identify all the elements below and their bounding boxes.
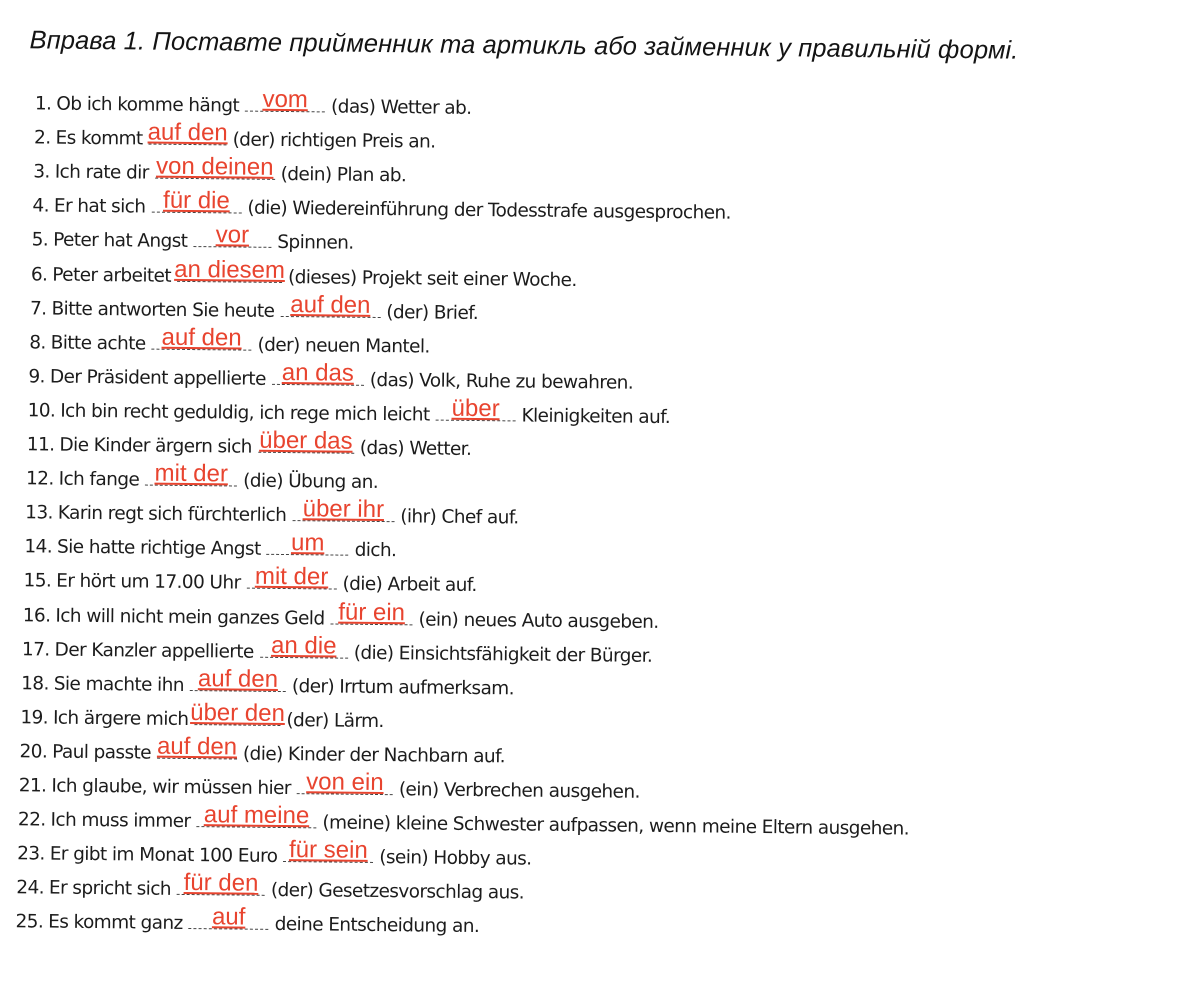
handwritten-answer: an diesem: [174, 255, 286, 284]
item-number: 1.: [34, 93, 52, 115]
item-number: 19.: [20, 707, 49, 729]
sentence-after: (sein) Hobby aus.: [379, 847, 532, 870]
sentence-before: Ich will nicht mein ganzes Geld: [55, 605, 325, 629]
sentence-after: (das) Wetter ab.: [331, 96, 472, 119]
sentence-after: (der) Lärm.: [286, 709, 384, 732]
handwritten-answer: auf den: [290, 290, 371, 319]
item-number: 13.: [25, 502, 53, 524]
sentence-after: (die) Wiedereinführung der Todesstrafe ausgesprochen.: [247, 197, 731, 224]
sentence-after: (das) Volk, Ruhe zu bewahren.: [369, 369, 634, 394]
handwritten-answer: für sein: [288, 836, 368, 865]
item-number: 10.: [27, 400, 56, 422]
handwritten-answer: über das: [259, 426, 353, 455]
item-number: 2.: [33, 127, 51, 149]
handwritten-answer: auf den: [156, 732, 238, 761]
sentence-before: Karin regt sich fürchterlich: [57, 502, 287, 527]
answer-blank: [152, 323, 252, 352]
handwritten-answer: an die: [271, 631, 337, 660]
handwritten-answer: vor: [215, 221, 250, 250]
handwritten-answer: für ein: [338, 598, 406, 626]
item-number: 20.: [19, 741, 48, 763]
sentence-before: Er hört um 17.00 Uhr: [56, 571, 241, 594]
answer-blank: [156, 732, 238, 761]
item-number: 17.: [21, 638, 50, 661]
sentence-after: (ein) neues Auto ausgeben.: [418, 608, 659, 633]
handwritten-answer: auf den: [147, 118, 228, 147]
answer-blank: [297, 768, 393, 797]
sentence-before: Bitte antworten Sie heute: [51, 298, 275, 322]
item-number: 23.: [17, 843, 45, 865]
exercise-item: [26, 426, 472, 468]
item-number: 9.: [28, 366, 46, 388]
item-number: 25.: [15, 911, 44, 933]
sentence-before: Er spricht sich: [48, 877, 172, 901]
answer-blank: [177, 869, 265, 898]
item-number: 22.: [17, 809, 46, 831]
sentence-after: (ihr) Chef auf.: [400, 506, 519, 529]
exercise-item: [23, 563, 477, 605]
sentence-before: Bitte achte: [50, 332, 146, 355]
answer-blank: [258, 426, 354, 455]
sentence-after: Kleinigkeiten auf.: [521, 405, 671, 428]
sentence-before: Ich rate dir: [54, 161, 149, 184]
handwritten-answer: über den: [190, 698, 286, 727]
sentence-before: Es kommt ganz: [48, 911, 183, 935]
handwritten-answer: für die: [162, 187, 230, 215]
answer-blank: [147, 118, 228, 147]
exercise-item: [15, 903, 480, 946]
sentence-after: (meine) kleine Schwester aufpassen, wenn meine Eltern ausgehen.: [322, 812, 910, 840]
handwritten-answer: mit der: [154, 459, 229, 488]
answer-blank: [260, 631, 348, 660]
answer-blank: [196, 801, 316, 830]
handwritten-answer: um: [290, 529, 325, 557]
answer-blank: [330, 598, 412, 626]
sentence-after: (der) Irrtum aufmerksam.: [291, 675, 515, 700]
sentence-before: Er hat sich: [53, 195, 146, 218]
answer-blank: [280, 290, 380, 319]
handwritten-answer: an das: [281, 358, 355, 387]
handwritten-answer: auf den: [161, 323, 242, 352]
answer-blank: [145, 459, 237, 488]
item-number: 24.: [16, 877, 45, 899]
handwritten-answer: auf: [211, 903, 246, 932]
answer-blank: [283, 836, 373, 865]
handwritten-answer: vom: [262, 85, 309, 114]
item-number: 4.: [32, 195, 50, 217]
sentence-after: (das) Wetter.: [359, 437, 472, 460]
sentence-after: dich.: [354, 540, 397, 562]
sentence-before: Sie hatte richtige Angst: [56, 536, 261, 561]
sentence-after: Spinnen.: [277, 232, 354, 255]
answer-blank: [292, 495, 394, 524]
answer-blank: [245, 85, 325, 114]
handwritten-answer: auf den: [197, 664, 279, 693]
sentence-after: (dein) Plan ab.: [280, 164, 407, 187]
answer-blank: [267, 529, 349, 557]
exercise-item: [19, 732, 506, 775]
sentence-after: (die) Übung an.: [243, 470, 379, 494]
exercise-item: [29, 323, 430, 365]
answer-blank: [246, 563, 336, 591]
answer-blank: [174, 255, 286, 284]
sentence-after: (der) Brief.: [386, 301, 479, 324]
handwritten-answer: über: [451, 394, 500, 423]
sentence-before: Peter arbeitet: [52, 264, 172, 287]
answer-blank: [151, 187, 241, 215]
answer-blank: [190, 664, 286, 693]
sentence-after: (ein) Verbrechen ausgehen.: [398, 779, 640, 803]
item-number: 21.: [18, 775, 47, 797]
sentence-before: Ich bin recht geduldig, ich rege mich leicht: [60, 400, 430, 426]
sentence-before: Ich ärgere mich: [52, 707, 189, 730]
answer-blank: [435, 394, 515, 423]
handwritten-answer: auf meine: [203, 801, 310, 830]
item-number: 8.: [29, 332, 46, 354]
sentence-before: Ich glaube, wir müssen hier: [51, 775, 291, 800]
sentence-before: Es kommt: [55, 127, 143, 150]
item-number: 7.: [29, 297, 47, 320]
answer-blank: [189, 903, 269, 932]
exercise-item: [25, 497, 519, 536]
item-number: 6.: [30, 263, 48, 286]
answer-blank: [155, 152, 275, 182]
sentence-before: Ich fange: [58, 468, 140, 491]
exercise-item: [24, 529, 397, 570]
handwritten-answer: mit der: [254, 563, 329, 591]
item-number: 5.: [31, 229, 49, 251]
sentence-before: Sie machte ihn: [53, 673, 185, 696]
item-number: 16.: [22, 604, 51, 627]
sentence-after: (die) Einsichtsfähigkeit der Bürger.: [353, 642, 653, 667]
answer-blank: [272, 358, 364, 387]
sentence-before: Peter hat Angst: [53, 229, 188, 253]
answer-blank: [193, 221, 271, 250]
exercise-title: Вправа 1. Поставте прийменник та артикль або займенник у правильній формі.: [29, 26, 1019, 65]
sentence-before: Er gibt im Monat 100 Euro: [49, 843, 278, 868]
exercise-item: [29, 290, 479, 332]
sentence-before: Ob ich komme hängt: [56, 93, 240, 117]
item-number: 18.: [21, 672, 49, 695]
sentence-after: (dieses) Projekt seit einer Woche.: [287, 266, 577, 291]
handwritten-answer: von ein: [306, 768, 384, 797]
sentence-before: Der Kanzler appellierte: [54, 639, 254, 663]
handwritten-answer: für den: [183, 869, 259, 898]
sentence-before: Der Präsident appellierte: [49, 366, 266, 390]
item-number: 11.: [26, 434, 55, 456]
item-number: 15.: [23, 570, 52, 592]
handwritten-answer: über ihr: [302, 495, 385, 524]
sentence-after: (der) Gesetzesvorschlag aus.: [270, 880, 525, 904]
exercise-item: [34, 85, 472, 127]
handwritten-answer: von deinen: [155, 152, 274, 182]
sentence-after: (der) richtigen Preis an.: [232, 129, 436, 153]
sentence-after: (die) Kinder der Nachbarn auf.: [242, 743, 506, 768]
answer-blank: [190, 698, 286, 727]
sentence-after: (der) neuen Mantel.: [257, 334, 430, 358]
sentence-before: Paul passte: [52, 741, 152, 764]
sentence-before: Die Kinder ärgern sich: [59, 434, 252, 458]
exercise-item: [16, 869, 525, 912]
item-number: 12.: [25, 468, 54, 490]
sentence-after: (die) Arbeit auf.: [342, 574, 477, 597]
sentence-before: Ich muss immer: [50, 809, 191, 833]
sentence-after: deine Entscheidung an.: [274, 914, 480, 938]
item-number: 3.: [33, 161, 50, 183]
exercise-item: [17, 838, 532, 877]
item-number: 14.: [24, 536, 53, 558]
